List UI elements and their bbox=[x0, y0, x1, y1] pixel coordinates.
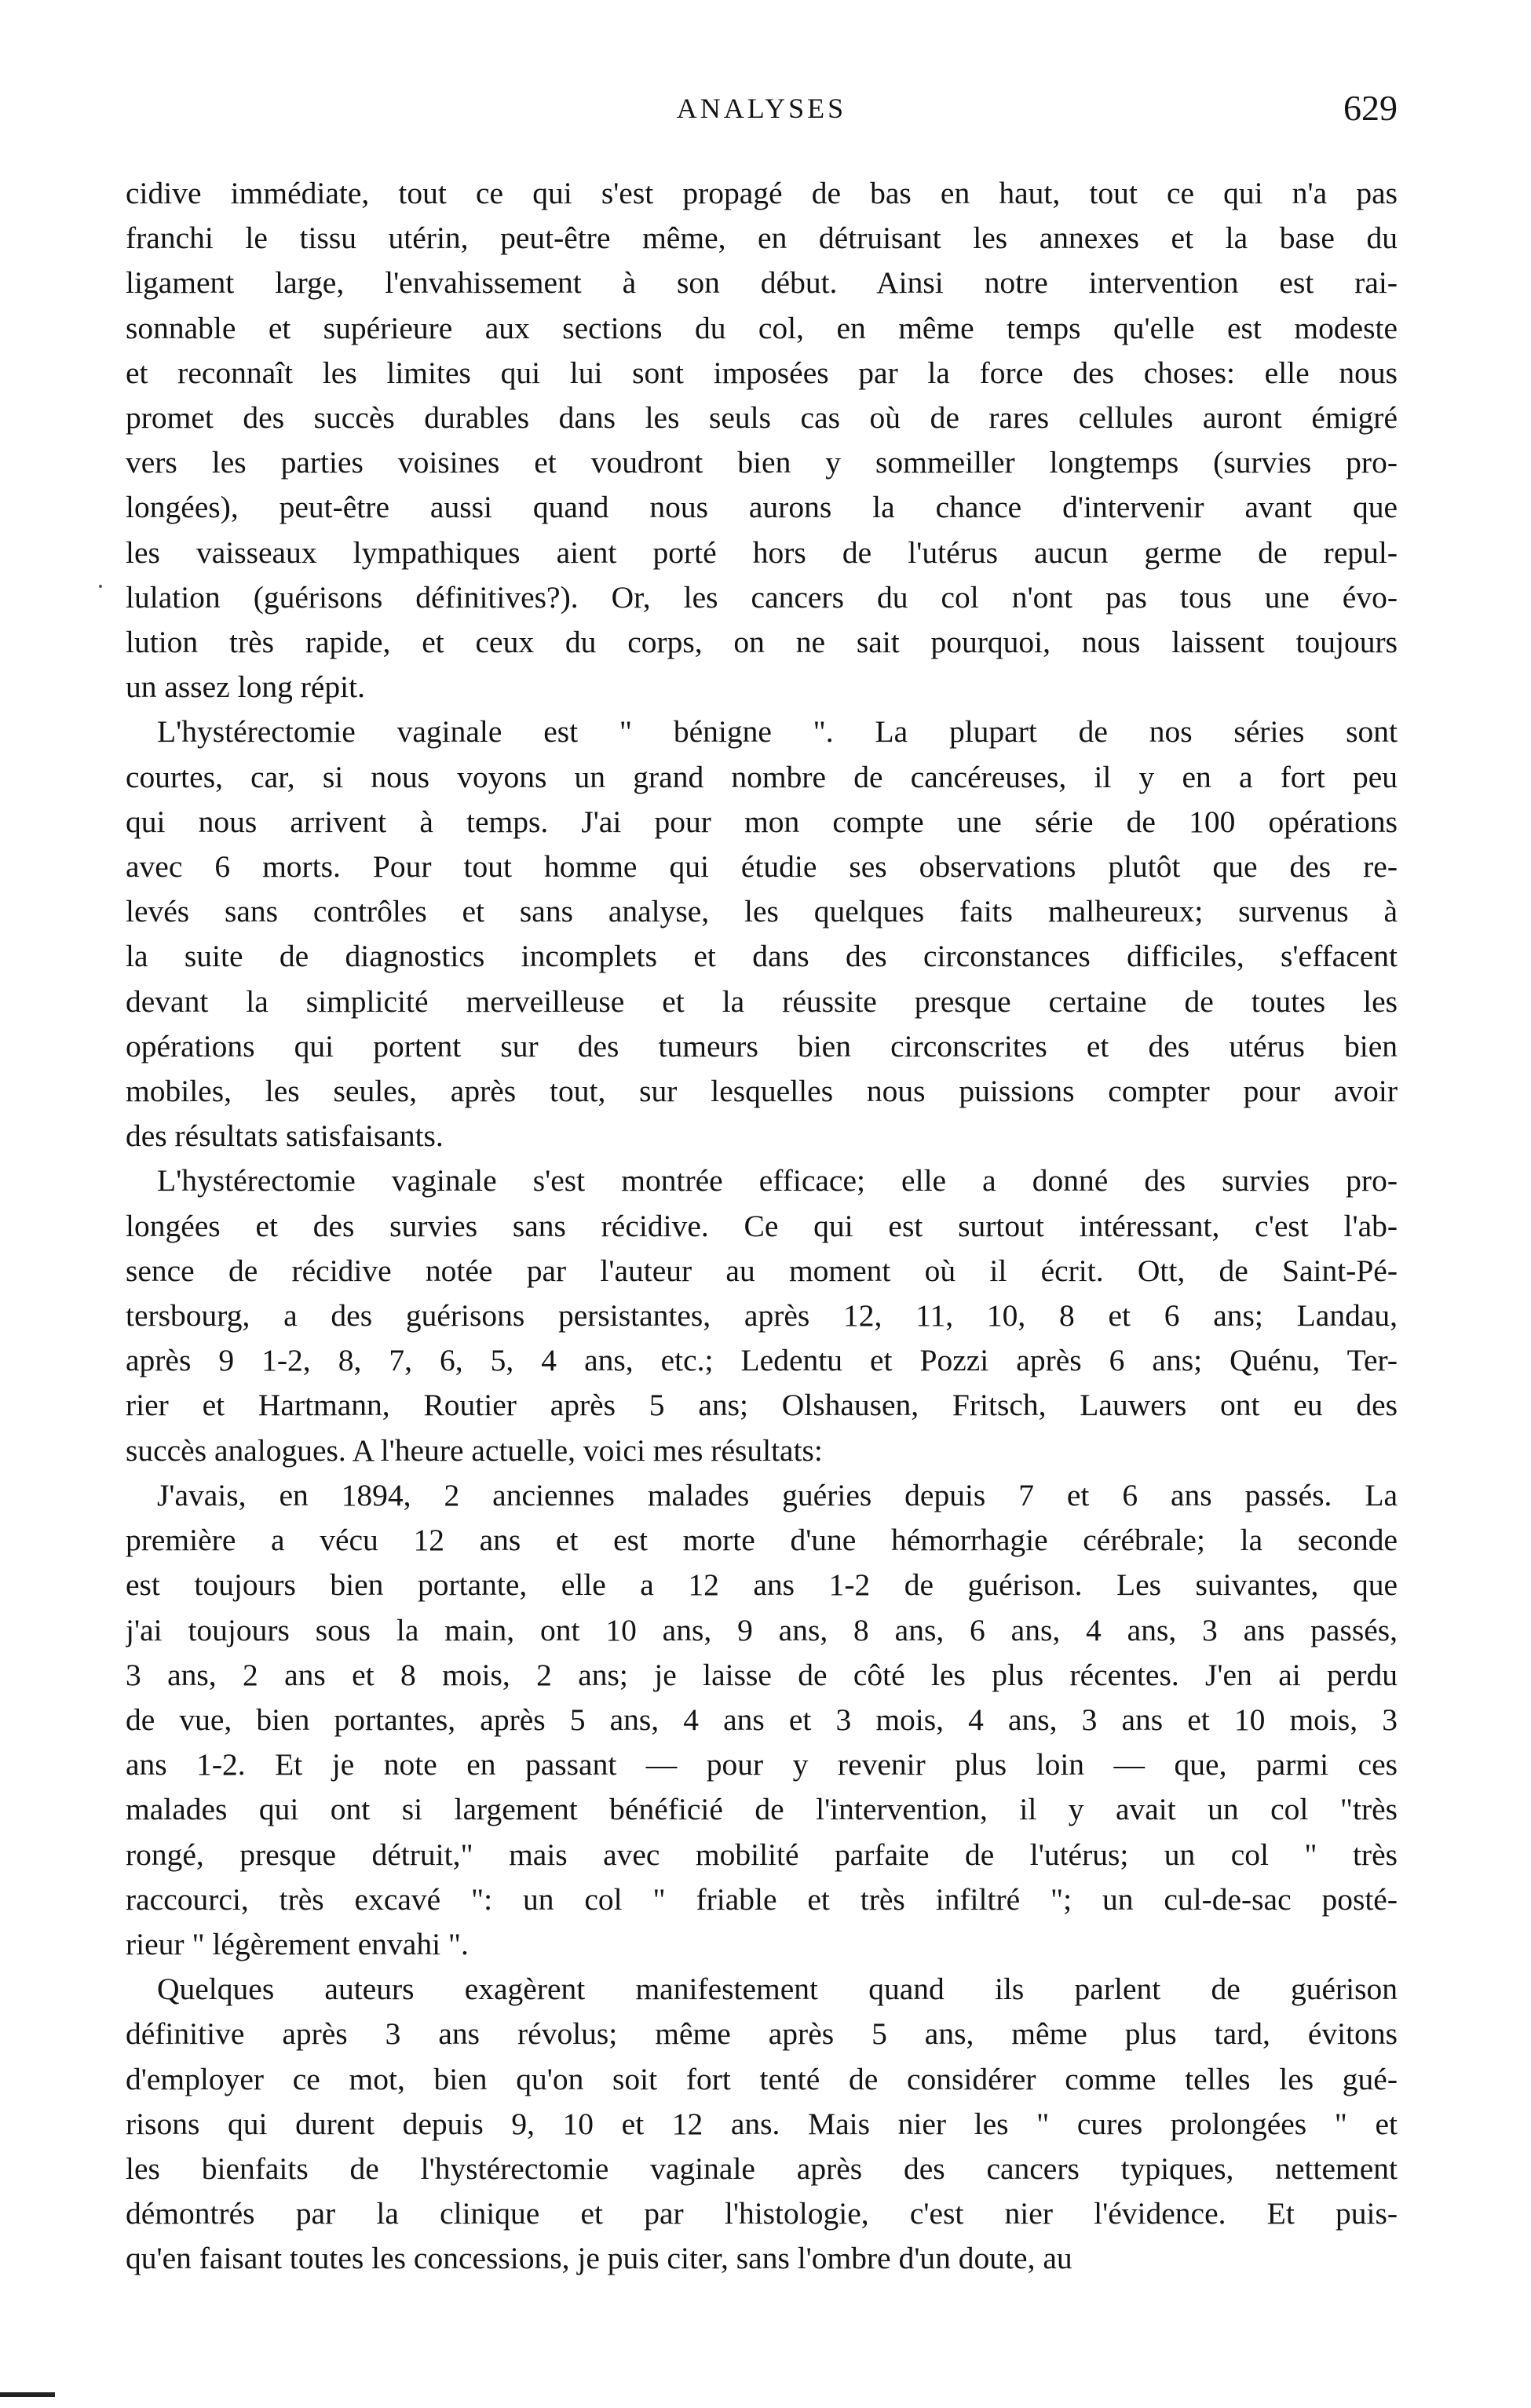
page-number: 629 bbox=[1343, 88, 1398, 128]
text-line: rongé, presque détruit," mais avec mobilité parfaite de l'utérus; un col " très bbox=[126, 1837, 1398, 1872]
text-line: Quelques auteurs exagèrent manifestement quand ils parlent de guérison bbox=[157, 1972, 1398, 2007]
text-line: les bienfaits de l'hystérectomie vaginale après des cancers typiques, nettement bbox=[126, 2151, 1398, 2186]
paragraph bbox=[126, 710, 1398, 1158]
text-line: longées), peut-être aussi quand nous aurons la chance d'intervenir avant que bbox=[126, 490, 1398, 525]
text-line: avec 6 morts. Pour tout homme qui étudie ses observations plutôt que des re- bbox=[126, 849, 1398, 885]
text-line: ligament large, l'envahissement à son début. Ainsi notre intervention est rai- bbox=[126, 265, 1398, 301]
text-line: vers les parties voisines et voudront bien y sommeiller longtemps (survies pro- bbox=[126, 445, 1398, 480]
text-line: démontrés par la clinique et par l'histologie, c'est nier l'évidence. Et puis- bbox=[126, 2196, 1398, 2231]
text-line: cidive immédiate, tout ce qui s'est propagé de bas en haut, tout ce qui n'a pas bbox=[126, 176, 1398, 210]
text-line: sence de récidive notée par l'auteur au moment où il écrit. Ott, de Saint-Pé- bbox=[126, 1253, 1398, 1288]
bottom-rule bbox=[0, 2392, 55, 2397]
text-line: lution très rapide, et ceux du corps, on ne sait pourquoi, nous laissent toujours bbox=[126, 625, 1398, 660]
text-line: L'hystérectomie vaginale est " bénigne ". La plupart de nos séries sont bbox=[157, 714, 1398, 750]
text-line: après 9 1-2, 8, 7, 6, 5, 4 ans, etc.; Ledentu et Pozzi après 6 ans; Quénu, Ter- bbox=[126, 1343, 1398, 1378]
text-line: promet des succès durables dans les seuls cas où de rares cellules auront émigré bbox=[126, 400, 1398, 436]
text-line: tersbourg, a des guérisons persistantes, après 12, 11, 10, 8 et 6 ans; Landau, bbox=[126, 1298, 1398, 1334]
text-line: opérations qui portent sur des tumeurs bien circonscrites et des utérus bien bbox=[126, 1028, 1398, 1064]
paragraph bbox=[126, 1473, 1398, 1967]
paragraph bbox=[126, 171, 1398, 710]
text-line: définitive après 3 ans révolus; même après 5 ans, même plus tard, évitons bbox=[126, 2016, 1398, 2052]
text-line: risons qui durent depuis 9, 10 et 12 ans. Mais nier les " cures prolongées " et bbox=[126, 2106, 1398, 2141]
text-line: levés sans contrôles et sans analyse, les quelques faits malheureux; survenus à bbox=[126, 894, 1398, 929]
text-line: succès analogues. A l'heure actuelle, voici mes résultats: bbox=[126, 1432, 823, 1468]
paragraph bbox=[126, 1158, 1398, 1472]
margin-mark bbox=[99, 585, 102, 588]
text-line: j'ai toujours sous la main, ont 10 ans, 9 ans, 8 ans, 6 ans, 4 ans, 3 ans passés, bbox=[126, 1612, 1398, 1647]
running-title: ANALYSES bbox=[676, 93, 847, 124]
text-line: la suite de diagnostics incomplets et dans des circonstances difficiles, s'effacent bbox=[126, 939, 1398, 974]
text-line: raccourci, très excavé ": un col " friable et très infiltré "; un cul-de-sac posté- bbox=[126, 1881, 1398, 1917]
text-line: et reconnaît les limites qui lui sont imposées par la force des choses: elle nous bbox=[126, 355, 1398, 390]
text-line: franchi le tissu utérin, peut-être même, en détruisant les annexes et la base du bbox=[126, 221, 1398, 256]
text-line: mobiles, les seules, après tout, sur lesquelles nous puissions compter pour avoir bbox=[126, 1074, 1398, 1109]
text-line: J'avais, en 1894, 2 anciennes malades guéries depuis 7 et 6 ans passés. La bbox=[157, 1477, 1398, 1512]
running-head bbox=[126, 85, 1398, 132]
body-text bbox=[126, 171, 1398, 2282]
text-line: rier et Hartmann, Routier après 5 ans; Olshausen, Fritsch, Lauwers ont eu des bbox=[126, 1388, 1398, 1423]
text-line: première a vécu 12 ans et est morte d'une hémorrhagie cérébrale; la seconde bbox=[126, 1523, 1398, 1558]
text-line: d'employer ce mot, bien qu'on soit fort tenté de considérer comme telles les gué- bbox=[126, 2061, 1398, 2096]
text-line: qu'en faisant toutes les concessions, je puis citer, sans l'ombre d'un doute, au bbox=[126, 2241, 1072, 2276]
text-line: est toujours bien portante, elle a 12 ans 1-2 de guérison. Les suivantes, que bbox=[126, 1567, 1398, 1603]
text-line: 3 ans, 2 ans et 8 mois, 2 ans; je laisse de côté les plus récentes. J'en ai perdu bbox=[126, 1657, 1398, 1692]
text-line: un assez long répit. bbox=[126, 669, 365, 705]
text-line: ans 1-2. Et je note en passant — pour y revenir plus loin — que, parmi ces bbox=[126, 1747, 1398, 1782]
text-line: sonnable et supérieure aux sections du col, en même temps qu'elle est modeste bbox=[126, 310, 1398, 345]
text-line: courtes, car, si nous voyons un grand nombre de cancéreuses, il y en a fort peu bbox=[126, 759, 1398, 794]
text-line: rieur " légèrement envahi ". bbox=[126, 1926, 469, 1961]
text-line: de vue, bien portantes, après 5 ans, 4 ans et 3 mois, 4 ans, 3 ans et 10 mois, 3 bbox=[126, 1702, 1398, 1737]
text-line: qui nous arrivent à temps. J'ai pour mon compte une série de 100 opérations bbox=[126, 804, 1398, 839]
text-line: longées et des survies sans récidive. Ce qui est surtout intéressant, c'est l'ab- bbox=[126, 1208, 1398, 1243]
text-line: L'hystérectomie vaginale s'est montrée efficace; elle a donné des survies pro- bbox=[157, 1163, 1398, 1199]
text-line: des résultats satisfaisants. bbox=[126, 1118, 444, 1154]
text-line: devant la simplicité merveilleuse et la réussite presque certaine de toutes les bbox=[126, 983, 1398, 1019]
paragraph bbox=[126, 1967, 1398, 2281]
text-line: les vaisseaux lympathiques aient porté hors de l'utérus aucun germe de repul- bbox=[126, 535, 1398, 570]
text-line: malades qui ont si largement bénéficié de l'intervention, il y avait un col "très bbox=[126, 1792, 1398, 1827]
text-line: lulation (guérisons définitives?). Or, les cancers du col n'ont pas tous une évo- bbox=[126, 579, 1398, 615]
